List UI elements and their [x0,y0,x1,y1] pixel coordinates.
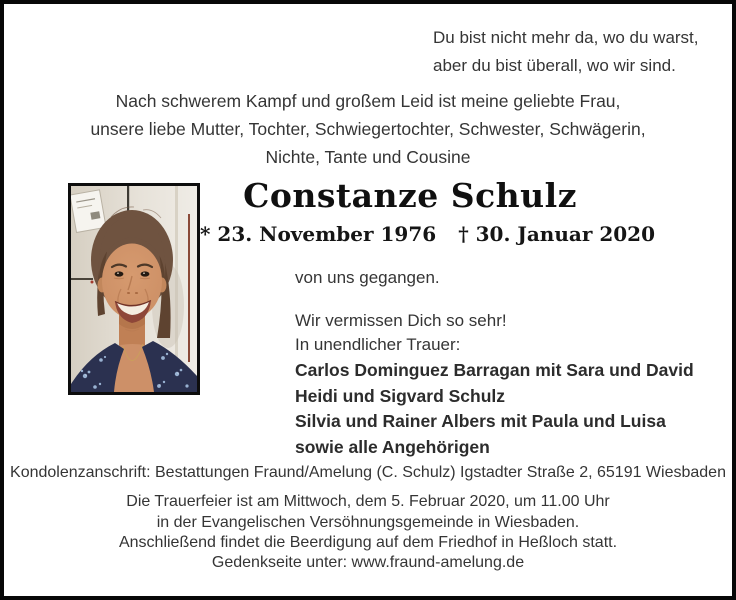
quote-line-2: aber du bist überall, wo wir sind. [433,56,676,75]
service-line-1: Die Trauerfeier ist am Mittwoch, dem 5. Februar 2020, um 11.00 Uhr [126,493,610,510]
opening-quote [433,24,699,80]
farewell-line: von uns gegangen. [295,268,440,287]
condolence-address: Kondolenzanschrift: Bestattungen Fraund/Amelung (C. Schulz) Igstadter Straße 2, 65191 Wiesbaden [10,464,726,481]
service-line-3: Anschließend findet die Beerdigung auf dem Friedhof in Heßloch statt. [118,534,618,551]
mourning-line-1: Wir vermissen Dich so sehr! [295,311,507,330]
family-list [295,358,694,460]
family-line-2: Heidi und Sigvard Schulz [295,385,506,406]
service-line-2: in der Evangelischen Versöhnungsgemeinde in Wiesbaden. [156,513,580,531]
intro-text [4,87,732,171]
intro-line-3: Nichte, Tante und Cousine [265,147,471,167]
birth-date: * 23. November 1976 [200,222,437,246]
mourning-line-2: In unendlicher Trauer: [295,334,461,354]
quote-line-1: Du bist nicht mehr da, wo du warst, [433,28,699,47]
life-dates [200,221,655,247]
mourning-text [295,309,507,356]
portrait-photo [68,183,200,395]
family-line-1: Carlos Dominguez Barragan mit Sara und David [295,360,694,380]
family-line-3: Silvia und Rainer Albers mit Paula und Luisa [295,411,666,431]
portrait-illustration [71,186,197,392]
deceased-name: Constanze Schulz [243,176,577,215]
family-line-4: sowie alle Angehörigen [295,436,490,457]
intro-line-2: unsere liebe Mutter, Tochter, Schwiegertochter, Schwester, Schwägerin, [90,119,646,139]
memorial-page-line: Gedenkseite unter: www.fraund-amelung.de [211,554,525,571]
death-date: † 30. Januar 2020 [458,222,655,246]
funeral-service-info [4,492,732,554]
intro-line-1: Nach schwerem Kampf und großem Leid ist meine geliebte Frau, [115,91,621,111]
